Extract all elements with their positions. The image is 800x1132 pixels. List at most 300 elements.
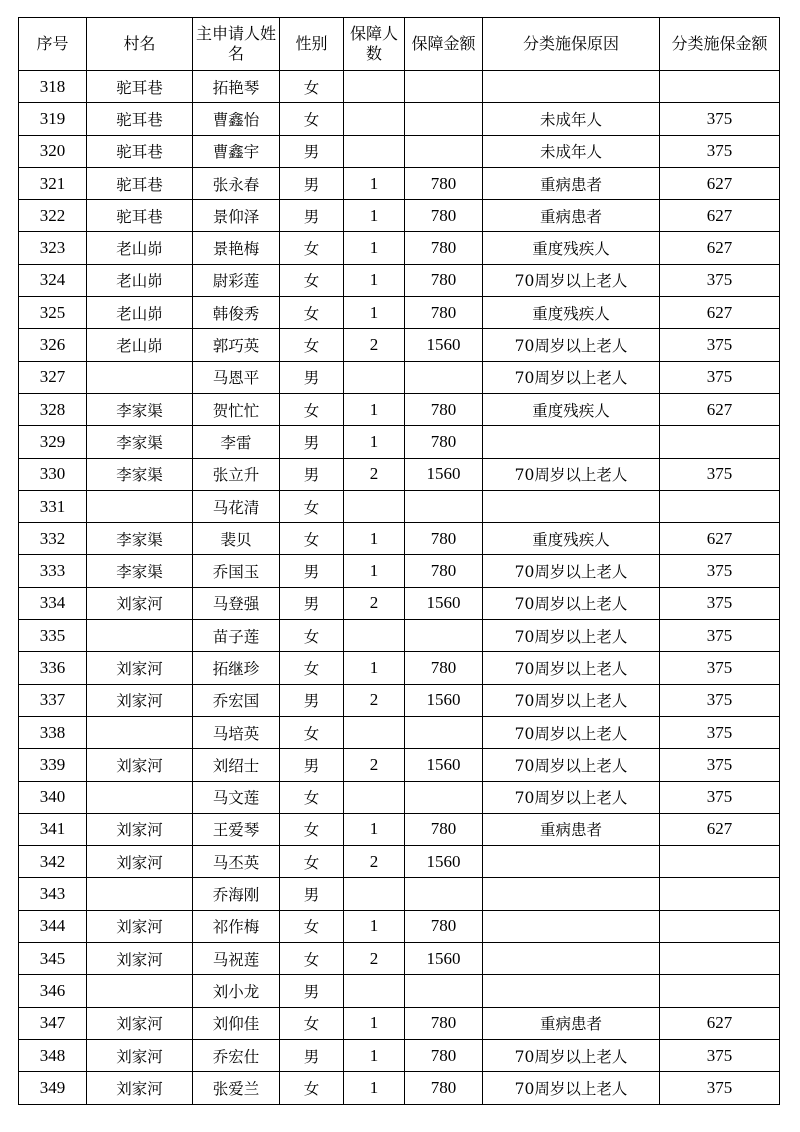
cell-class-amount <box>660 943 780 975</box>
cell-reason: 70周岁以上老人 <box>483 781 660 813</box>
cell-persons: 1 <box>344 167 405 199</box>
cell-applicant-name: 刘绍士 <box>193 749 280 781</box>
cell-class-amount <box>660 490 780 522</box>
cell-applicant-name: 韩俊秀 <box>193 297 280 329</box>
cell-seq: 329 <box>19 426 87 458</box>
cell-reason: 未成年人 <box>483 103 660 135</box>
cell-class-amount: 375 <box>660 264 780 296</box>
table-row <box>19 716 780 748</box>
cell-amount: 780 <box>405 813 483 845</box>
cell-applicant-name: 刘小龙 <box>193 975 280 1007</box>
cell-class-amount: 627 <box>660 1007 780 1039</box>
cell-seq: 335 <box>19 620 87 652</box>
cell-seq: 323 <box>19 232 87 264</box>
cell-amount <box>405 781 483 813</box>
cell-persons <box>344 781 405 813</box>
cell-village: 刘家河 <box>87 684 193 716</box>
table-row <box>19 426 780 458</box>
cell-applicant-name: 拓继珍 <box>193 652 280 684</box>
table-row <box>19 555 780 587</box>
cell-amount <box>405 878 483 910</box>
cell-reason <box>483 943 660 975</box>
cell-class-amount: 627 <box>660 813 780 845</box>
cell-amount: 780 <box>405 1072 483 1104</box>
cell-reason <box>483 910 660 942</box>
cell-seq: 331 <box>19 490 87 522</box>
cell-applicant-name: 曹鑫宇 <box>193 135 280 167</box>
cell-persons <box>344 103 405 135</box>
cell-persons <box>344 71 405 103</box>
cell-applicant-name: 马花清 <box>193 490 280 522</box>
cell-amount: 1560 <box>405 684 483 716</box>
cell-reason: 重病患者 <box>483 1007 660 1039</box>
cell-village: 老山峁 <box>87 297 193 329</box>
table-row <box>19 652 780 684</box>
cell-persons: 2 <box>344 587 405 619</box>
cell-reason: 重度残疾人 <box>483 523 660 555</box>
cell-persons <box>344 878 405 910</box>
cell-applicant-name: 景仰泽 <box>193 200 280 232</box>
cell-seq: 344 <box>19 910 87 942</box>
cell-reason: 重病患者 <box>483 200 660 232</box>
table-row <box>19 813 780 845</box>
cell-gender: 女 <box>280 523 344 555</box>
cell-persons: 1 <box>344 910 405 942</box>
cell-seq: 324 <box>19 264 87 296</box>
cell-class-amount: 375 <box>660 103 780 135</box>
cell-applicant-name: 乔国玉 <box>193 555 280 587</box>
table-row <box>19 361 780 393</box>
cell-amount <box>405 490 483 522</box>
cell-gender: 男 <box>280 749 344 781</box>
table-header <box>19 18 780 71</box>
cell-class-amount: 375 <box>660 620 780 652</box>
cell-persons <box>344 620 405 652</box>
header-village: 村名 <box>87 18 193 71</box>
cell-amount: 780 <box>405 1007 483 1039</box>
cell-village <box>87 361 193 393</box>
cell-amount <box>405 716 483 748</box>
cell-amount: 780 <box>405 1039 483 1071</box>
cell-amount <box>405 103 483 135</box>
cell-persons: 1 <box>344 1039 405 1071</box>
cell-gender: 女 <box>280 71 344 103</box>
cell-applicant-name: 郭巧英 <box>193 329 280 361</box>
cell-reason <box>483 878 660 910</box>
cell-seq: 342 <box>19 846 87 878</box>
cell-amount: 780 <box>405 297 483 329</box>
table-row <box>19 943 780 975</box>
cell-seq: 318 <box>19 71 87 103</box>
cell-class-amount: 627 <box>660 167 780 199</box>
header-persons: 保障人数 <box>344 18 405 71</box>
cell-gender: 男 <box>280 361 344 393</box>
cell-gender: 女 <box>280 1007 344 1039</box>
cell-class-amount: 375 <box>660 684 780 716</box>
cell-class-amount: 375 <box>660 652 780 684</box>
cell-applicant-name: 拓艳琴 <box>193 71 280 103</box>
cell-reason: 70周岁以上老人 <box>483 264 660 296</box>
table-row <box>19 975 780 1007</box>
table-row <box>19 587 780 619</box>
cell-class-amount: 375 <box>660 329 780 361</box>
cell-village: 刘家河 <box>87 1072 193 1104</box>
cell-gender: 女 <box>280 943 344 975</box>
table-row <box>19 878 780 910</box>
cell-persons: 1 <box>344 1007 405 1039</box>
cell-applicant-name: 张永春 <box>193 167 280 199</box>
cell-amount: 1560 <box>405 329 483 361</box>
cell-persons: 1 <box>344 813 405 845</box>
cell-village: 老山峁 <box>87 264 193 296</box>
cell-persons: 1 <box>344 264 405 296</box>
cell-reason: 重度残疾人 <box>483 297 660 329</box>
cell-gender: 女 <box>280 813 344 845</box>
cell-village: 刘家河 <box>87 1007 193 1039</box>
cell-amount: 1560 <box>405 749 483 781</box>
cell-village <box>87 490 193 522</box>
table-body <box>19 71 780 1105</box>
cell-class-amount <box>660 71 780 103</box>
cell-gender: 女 <box>280 297 344 329</box>
cell-amount <box>405 620 483 652</box>
cell-seq: 326 <box>19 329 87 361</box>
cell-village <box>87 781 193 813</box>
cell-gender: 男 <box>280 200 344 232</box>
cell-reason <box>483 426 660 458</box>
cell-village <box>87 716 193 748</box>
cell-gender: 男 <box>280 878 344 910</box>
cell-village: 驼耳巷 <box>87 135 193 167</box>
cell-applicant-name: 马恩平 <box>193 361 280 393</box>
cell-reason: 未成年人 <box>483 135 660 167</box>
cell-reason: 70周岁以上老人 <box>483 587 660 619</box>
cell-class-amount <box>660 910 780 942</box>
cell-village: 老山峁 <box>87 329 193 361</box>
cell-gender: 男 <box>280 426 344 458</box>
cell-gender: 男 <box>280 1039 344 1071</box>
table-row <box>19 523 780 555</box>
cell-village: 刘家河 <box>87 1039 193 1071</box>
cell-class-amount <box>660 846 780 878</box>
cell-persons <box>344 361 405 393</box>
cell-seq: 332 <box>19 523 87 555</box>
cell-seq: 333 <box>19 555 87 587</box>
cell-reason: 70周岁以上老人 <box>483 620 660 652</box>
cell-persons <box>344 135 405 167</box>
cell-village: 刘家河 <box>87 587 193 619</box>
cell-seq: 349 <box>19 1072 87 1104</box>
cell-reason: 70周岁以上老人 <box>483 329 660 361</box>
cell-seq: 330 <box>19 458 87 490</box>
cell-amount: 780 <box>405 167 483 199</box>
cell-amount: 1560 <box>405 458 483 490</box>
cell-amount: 1560 <box>405 846 483 878</box>
cell-gender: 女 <box>280 1072 344 1104</box>
cell-seq: 322 <box>19 200 87 232</box>
cell-applicant-name: 贺忙忙 <box>193 393 280 425</box>
cell-class-amount: 627 <box>660 523 780 555</box>
header-row <box>19 18 780 71</box>
cell-seq: 347 <box>19 1007 87 1039</box>
cell-seq: 320 <box>19 135 87 167</box>
table-row <box>19 846 780 878</box>
cell-applicant-name: 苗子莲 <box>193 620 280 652</box>
cell-amount: 780 <box>405 393 483 425</box>
cell-persons: 1 <box>344 200 405 232</box>
cell-gender: 女 <box>280 846 344 878</box>
cell-seq: 328 <box>19 393 87 425</box>
cell-class-amount: 375 <box>660 1039 780 1071</box>
cell-seq: 337 <box>19 684 87 716</box>
cell-amount <box>405 975 483 1007</box>
table-row <box>19 458 780 490</box>
header-class-amount: 分类施保金额 <box>660 18 780 71</box>
table-row <box>19 781 780 813</box>
cell-reason: 70周岁以上老人 <box>483 458 660 490</box>
cell-seq: 339 <box>19 749 87 781</box>
cell-village: 刘家河 <box>87 846 193 878</box>
cell-amount <box>405 135 483 167</box>
cell-applicant-name: 乔宏仕 <box>193 1039 280 1071</box>
cell-seq: 336 <box>19 652 87 684</box>
cell-applicant-name: 乔海刚 <box>193 878 280 910</box>
cell-reason: 70周岁以上老人 <box>483 1039 660 1071</box>
cell-gender: 女 <box>280 716 344 748</box>
cell-persons <box>344 975 405 1007</box>
cell-class-amount: 627 <box>660 393 780 425</box>
cell-seq: 327 <box>19 361 87 393</box>
cell-class-amount: 627 <box>660 297 780 329</box>
cell-village: 老山峁 <box>87 232 193 264</box>
cell-persons: 1 <box>344 1072 405 1104</box>
cell-applicant-name: 乔宏国 <box>193 684 280 716</box>
table-row <box>19 749 780 781</box>
table-row <box>19 135 780 167</box>
cell-amount: 780 <box>405 652 483 684</box>
cell-village: 李家渠 <box>87 523 193 555</box>
cell-reason <box>483 975 660 1007</box>
cell-applicant-name: 马登强 <box>193 587 280 619</box>
cell-gender: 男 <box>280 135 344 167</box>
cell-persons <box>344 716 405 748</box>
header-amount: 保障金额 <box>405 18 483 71</box>
cell-persons: 1 <box>344 523 405 555</box>
cell-reason: 重病患者 <box>483 813 660 845</box>
cell-amount: 780 <box>405 555 483 587</box>
cell-amount: 780 <box>405 264 483 296</box>
cell-reason <box>483 490 660 522</box>
cell-persons <box>344 490 405 522</box>
cell-reason: 70周岁以上老人 <box>483 716 660 748</box>
table-row <box>19 103 780 135</box>
cell-village <box>87 878 193 910</box>
table-row <box>19 1039 780 1071</box>
cell-class-amount: 375 <box>660 458 780 490</box>
table-row <box>19 297 780 329</box>
cell-village: 驼耳巷 <box>87 200 193 232</box>
cell-reason: 重病患者 <box>483 167 660 199</box>
cell-class-amount: 375 <box>660 1072 780 1104</box>
cell-class-amount: 375 <box>660 135 780 167</box>
cell-gender: 男 <box>280 555 344 587</box>
cell-village <box>87 620 193 652</box>
cell-village: 李家渠 <box>87 458 193 490</box>
cell-persons: 2 <box>344 458 405 490</box>
table-row <box>19 329 780 361</box>
cell-gender: 女 <box>280 232 344 264</box>
cell-gender: 女 <box>280 620 344 652</box>
cell-reason: 70周岁以上老人 <box>483 652 660 684</box>
cell-gender: 女 <box>280 264 344 296</box>
cell-seq: 338 <box>19 716 87 748</box>
cell-persons: 1 <box>344 652 405 684</box>
cell-gender: 男 <box>280 167 344 199</box>
table-row <box>19 684 780 716</box>
cell-applicant-name: 李雷 <box>193 426 280 458</box>
subsidy-table <box>18 17 780 1105</box>
cell-class-amount: 375 <box>660 555 780 587</box>
table-row <box>19 620 780 652</box>
cell-village: 驼耳巷 <box>87 71 193 103</box>
table-row <box>19 393 780 425</box>
cell-village: 刘家河 <box>87 652 193 684</box>
cell-persons: 1 <box>344 426 405 458</box>
table-row <box>19 200 780 232</box>
cell-class-amount: 375 <box>660 587 780 619</box>
cell-reason: 重度残疾人 <box>483 232 660 264</box>
cell-class-amount: 375 <box>660 749 780 781</box>
cell-village: 刘家河 <box>87 910 193 942</box>
cell-class-amount: 375 <box>660 716 780 748</box>
cell-gender: 男 <box>280 458 344 490</box>
cell-amount: 780 <box>405 232 483 264</box>
cell-village: 李家渠 <box>87 555 193 587</box>
cell-applicant-name: 刘仰佳 <box>193 1007 280 1039</box>
cell-amount <box>405 361 483 393</box>
cell-seq: 340 <box>19 781 87 813</box>
table-row <box>19 232 780 264</box>
cell-applicant-name: 马培英 <box>193 716 280 748</box>
table-row <box>19 167 780 199</box>
cell-seq: 348 <box>19 1039 87 1071</box>
cell-seq: 345 <box>19 943 87 975</box>
cell-applicant-name: 张爱兰 <box>193 1072 280 1104</box>
cell-applicant-name: 马文莲 <box>193 781 280 813</box>
cell-gender: 女 <box>280 490 344 522</box>
header-seq: 序号 <box>19 18 87 71</box>
cell-reason: 70周岁以上老人 <box>483 555 660 587</box>
table-row <box>19 1007 780 1039</box>
cell-persons: 1 <box>344 393 405 425</box>
table-row <box>19 1072 780 1104</box>
cell-seq: 321 <box>19 167 87 199</box>
cell-reason <box>483 846 660 878</box>
table-row <box>19 71 780 103</box>
cell-amount: 780 <box>405 523 483 555</box>
cell-persons: 2 <box>344 846 405 878</box>
cell-gender: 女 <box>280 910 344 942</box>
table-row <box>19 910 780 942</box>
header-applicant: 主申请人姓名 <box>193 18 280 71</box>
cell-applicant-name: 张立升 <box>193 458 280 490</box>
cell-applicant-name: 裴贝 <box>193 523 280 555</box>
cell-village: 李家渠 <box>87 426 193 458</box>
cell-amount <box>405 71 483 103</box>
cell-persons: 1 <box>344 297 405 329</box>
header-reason: 分类施保原因 <box>483 18 660 71</box>
cell-applicant-name: 曹鑫怡 <box>193 103 280 135</box>
cell-seq: 319 <box>19 103 87 135</box>
cell-persons: 2 <box>344 943 405 975</box>
cell-village: 驼耳巷 <box>87 167 193 199</box>
cell-seq: 334 <box>19 587 87 619</box>
cell-gender: 女 <box>280 393 344 425</box>
cell-applicant-name: 尉彩莲 <box>193 264 280 296</box>
cell-village: 刘家河 <box>87 943 193 975</box>
cell-class-amount: 627 <box>660 232 780 264</box>
cell-gender: 男 <box>280 975 344 1007</box>
cell-gender: 女 <box>280 781 344 813</box>
cell-gender: 男 <box>280 587 344 619</box>
cell-gender: 男 <box>280 684 344 716</box>
cell-amount: 1560 <box>405 587 483 619</box>
cell-class-amount: 375 <box>660 781 780 813</box>
cell-persons: 2 <box>344 329 405 361</box>
cell-reason <box>483 71 660 103</box>
cell-reason: 70周岁以上老人 <box>483 684 660 716</box>
cell-applicant-name: 马丕英 <box>193 846 280 878</box>
cell-amount: 780 <box>405 200 483 232</box>
cell-persons: 2 <box>344 684 405 716</box>
cell-village: 刘家河 <box>87 749 193 781</box>
cell-reason: 重度残疾人 <box>483 393 660 425</box>
cell-amount: 1560 <box>405 943 483 975</box>
cell-gender: 女 <box>280 103 344 135</box>
cell-class-amount: 627 <box>660 200 780 232</box>
cell-seq: 325 <box>19 297 87 329</box>
cell-class-amount: 375 <box>660 361 780 393</box>
cell-reason: 70周岁以上老人 <box>483 1072 660 1104</box>
cell-applicant-name: 王爱琴 <box>193 813 280 845</box>
header-gender: 性别 <box>280 18 344 71</box>
cell-class-amount <box>660 975 780 1007</box>
cell-class-amount <box>660 878 780 910</box>
cell-seq: 341 <box>19 813 87 845</box>
cell-applicant-name: 马祝莲 <box>193 943 280 975</box>
cell-village: 驼耳巷 <box>87 103 193 135</box>
cell-reason: 70周岁以上老人 <box>483 749 660 781</box>
cell-amount: 780 <box>405 426 483 458</box>
cell-class-amount <box>660 426 780 458</box>
cell-applicant-name: 景艳梅 <box>193 232 280 264</box>
cell-village <box>87 975 193 1007</box>
cell-reason: 70周岁以上老人 <box>483 361 660 393</box>
table-row <box>19 490 780 522</box>
cell-seq: 346 <box>19 975 87 1007</box>
cell-gender: 女 <box>280 652 344 684</box>
cell-persons: 2 <box>344 749 405 781</box>
cell-village: 李家渠 <box>87 393 193 425</box>
cell-applicant-name: 祁作梅 <box>193 910 280 942</box>
cell-persons: 1 <box>344 232 405 264</box>
cell-amount: 780 <box>405 910 483 942</box>
cell-village: 刘家河 <box>87 813 193 845</box>
table-row <box>19 264 780 296</box>
cell-gender: 女 <box>280 329 344 361</box>
cell-persons: 1 <box>344 555 405 587</box>
cell-seq: 343 <box>19 878 87 910</box>
